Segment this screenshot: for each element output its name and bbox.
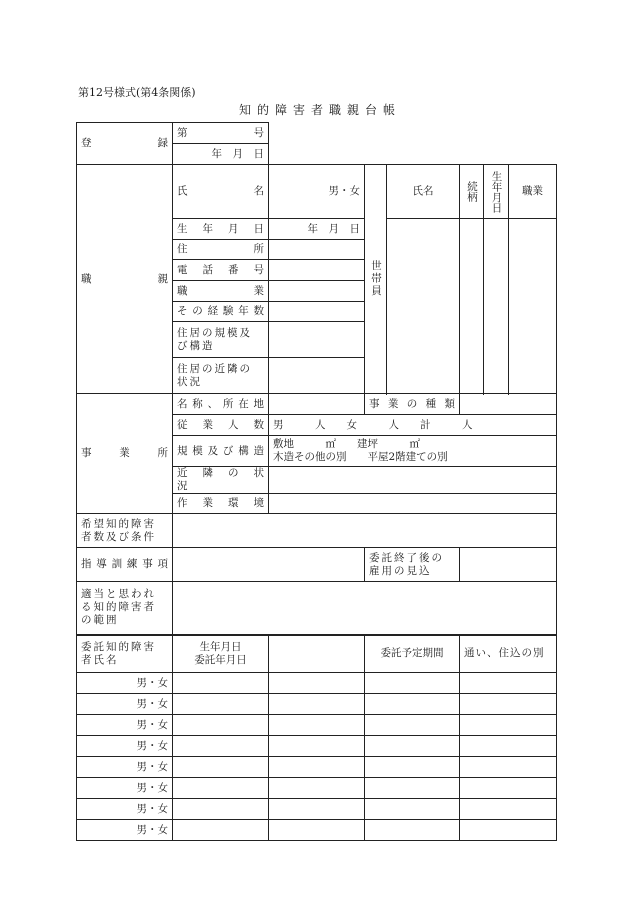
vicinity-label-cell xyxy=(173,467,275,494)
environment-label-cell xyxy=(173,494,269,514)
employment-outlook-label: 委託終了後の雇用の見込 xyxy=(369,551,444,577)
dwelling-label: 住居の規模及び構造 xyxy=(177,326,252,352)
entrusted-commute-field[interactable] xyxy=(460,778,557,799)
table-row xyxy=(77,694,557,715)
shokuoya-label: 職 親 xyxy=(81,272,168,285)
entrusted-extra-field[interactable] xyxy=(269,673,365,694)
entrusted-commute-field[interactable] xyxy=(460,736,557,757)
entrusted-extra-field[interactable] xyxy=(269,820,365,841)
job-field[interactable] xyxy=(269,281,365,302)
entrusted-name-header-cell xyxy=(77,635,173,673)
address-field[interactable] xyxy=(269,240,365,260)
scale-line-2: 木造その他の別 平屋2階建ての別 xyxy=(273,451,448,463)
registration-number-suffix: 号 xyxy=(253,126,264,139)
form-number: 第12号様式(第4条関係) xyxy=(78,86,196,99)
entrusted-sex[interactable]: 男・女 xyxy=(77,820,173,841)
household-births-field[interactable] xyxy=(484,219,509,394)
phone-field[interactable] xyxy=(269,260,365,281)
entrusted-extra-field[interactable] xyxy=(269,757,365,778)
business-name-label-cell xyxy=(173,394,269,415)
entrusted-period-field[interactable] xyxy=(365,673,460,694)
address-label: 住 所 xyxy=(177,243,264,255)
entrusted-sex[interactable]: 男・女 xyxy=(77,694,173,715)
registration-date[interactable]: 年 月 日 xyxy=(173,144,269,165)
registration-label: 登 録 xyxy=(81,137,168,149)
table-row xyxy=(77,820,557,841)
entrusted-commute-field[interactable] xyxy=(460,799,557,820)
entrusted-sex[interactable]: 男・女 xyxy=(77,715,173,736)
employees-label-cell xyxy=(173,415,269,436)
household-label: 世帯員 xyxy=(370,260,382,298)
scale-label: 規模及び構造 xyxy=(177,444,264,457)
birth-label: 生 年 月 日 xyxy=(177,222,264,235)
entrusted-commute-field[interactable] xyxy=(460,757,557,778)
entrusted-col-period: 委託予定期間 xyxy=(365,635,460,673)
suitable-field[interactable] xyxy=(173,582,557,635)
guidance-label: 指導訓練事項 xyxy=(81,558,168,570)
desired-label: 希望知的障害者数及び条件 xyxy=(81,517,156,543)
scale-field[interactable] xyxy=(269,436,557,467)
guidance-label-cell xyxy=(77,548,173,582)
desired-label-cell xyxy=(77,514,173,548)
business-name-field[interactable] xyxy=(269,394,365,415)
entrusted-birth-field[interactable] xyxy=(173,715,269,736)
entrusted-period-field[interactable] xyxy=(365,715,460,736)
table-row xyxy=(77,799,557,820)
entrusted-period-field[interactable] xyxy=(365,778,460,799)
business-name-address-label: 名称、所在地 xyxy=(177,397,264,410)
registration-number-prefix: 第 xyxy=(177,126,188,139)
shokuoya-label-cell xyxy=(77,165,173,394)
entrusted-period-field[interactable] xyxy=(365,799,460,820)
entrusted-commute-field[interactable] xyxy=(460,715,557,736)
phone-label: 電 話 番 号 xyxy=(177,263,264,276)
suitable-label: 適当と思われる知的障害者の範囲 xyxy=(81,588,156,627)
name-sex-cell[interactable] xyxy=(269,165,365,219)
entrusted-extra-field[interactable] xyxy=(269,715,365,736)
entrusted-col-birth-2: 委託年月日 xyxy=(194,653,247,666)
entrusted-birth-field[interactable] xyxy=(173,694,269,715)
entrusted-period-field[interactable] xyxy=(365,820,460,841)
scale-line-1: 敷地 ㎡ 建坪 ㎡ xyxy=(273,438,420,450)
employment-outlook-label-cell xyxy=(365,548,460,582)
environment-label: 作 業 環 境 xyxy=(177,497,264,509)
entrusted-period-field[interactable] xyxy=(365,694,460,715)
guidance-field[interactable] xyxy=(173,548,365,582)
sex-selector[interactable]: 男・女 xyxy=(328,185,360,197)
table-row xyxy=(77,715,557,736)
birth-label-cell xyxy=(173,219,269,240)
registration-number-cell[interactable] xyxy=(173,123,269,144)
vicinity-field[interactable] xyxy=(269,467,557,494)
registry-form-table xyxy=(76,122,557,841)
household-col-name: 氏名 xyxy=(387,165,460,219)
household-label-cell xyxy=(365,165,387,394)
household-col-birth: 生年月日 xyxy=(490,170,503,213)
table-row xyxy=(77,736,557,757)
entrusted-commute-header-cell xyxy=(460,635,557,673)
blank-area xyxy=(269,123,557,165)
environment-field[interactable] xyxy=(269,494,557,514)
entrusted-period-field[interactable] xyxy=(365,736,460,757)
household-names-field[interactable] xyxy=(387,219,460,394)
address-label-cell xyxy=(173,240,269,260)
entrusted-sex[interactable]: 男・女 xyxy=(77,799,173,820)
phone-label-cell xyxy=(173,260,269,281)
employees-label: 従 業 人 数 xyxy=(177,418,264,431)
dwelling-field[interactable] xyxy=(269,322,365,358)
entrusted-extra-field[interactable] xyxy=(269,694,365,715)
entrusted-extra-field[interactable] xyxy=(269,799,365,820)
entrusted-sex[interactable]: 男・女 xyxy=(77,757,173,778)
entrusted-col-commute: 通い、住込の別 xyxy=(464,647,545,660)
entrusted-extra-field[interactable] xyxy=(269,778,365,799)
employment-outlook-field[interactable] xyxy=(460,548,557,582)
entrusted-birth-field[interactable] xyxy=(173,778,269,799)
household-col-job: 職業 xyxy=(509,165,557,219)
entrusted-col-birth-1: 生年月日 xyxy=(199,640,242,653)
vicinity-label: 近 隣 の 状 況 xyxy=(177,467,275,492)
business-type-label: 事業の種類 xyxy=(369,397,455,410)
business-type-field[interactable] xyxy=(460,394,557,415)
entrusted-commute-field[interactable] xyxy=(460,694,557,715)
name-label-cell xyxy=(173,165,269,219)
neighborhood-label: 住居の近隣の状況 xyxy=(177,362,252,388)
entrusted-commute-field[interactable] xyxy=(460,673,557,694)
job-label: 職 業 xyxy=(177,284,264,297)
table-row xyxy=(77,757,557,778)
table-row xyxy=(77,673,557,694)
experience-field[interactable] xyxy=(269,302,365,322)
household-col-relation-cell xyxy=(460,165,484,219)
entrusted-birth-field[interactable] xyxy=(173,673,269,694)
job-label-cell xyxy=(173,281,269,302)
household-col-birth-cell xyxy=(484,165,509,219)
entrusted-birth-header-cell xyxy=(173,635,269,673)
household-relations-field[interactable] xyxy=(460,219,484,394)
suitable-label-cell xyxy=(77,582,173,635)
table-row xyxy=(77,778,557,799)
business-type-label-cell xyxy=(365,394,460,415)
name-label: 氏 名 xyxy=(177,185,264,197)
entrusted-sex[interactable]: 男・女 xyxy=(77,778,173,799)
business-label-cell xyxy=(77,394,173,514)
neighborhood-label-cell xyxy=(173,358,269,394)
registration-label-cell xyxy=(77,123,173,165)
birth-value[interactable]: 年 月 日 xyxy=(269,219,365,240)
entrusted-blank-header xyxy=(269,635,365,673)
scale-label-cell xyxy=(173,436,269,467)
dwelling-label-cell xyxy=(173,322,269,358)
desired-field[interactable] xyxy=(173,514,557,548)
experience-label-cell xyxy=(173,302,269,322)
entrusted-birth-field[interactable] xyxy=(173,736,269,757)
page-title: 知的障害者職親台帳 xyxy=(238,103,401,117)
entrusted-sex[interactable]: 男・女 xyxy=(77,673,173,694)
household-col-relation: 続柄 xyxy=(466,181,478,202)
entrusted-sex[interactable]: 男・女 xyxy=(77,736,173,757)
business-label: 事 業 所 xyxy=(81,447,168,459)
experience-label: その経験年数 xyxy=(177,305,264,317)
employees-value[interactable]: 男 人 女 人 計 人 xyxy=(269,415,557,436)
entrusted-period-field[interactable] xyxy=(365,757,460,778)
household-jobs-field[interactable] xyxy=(509,219,557,394)
entrusted-birth-field[interactable] xyxy=(173,799,269,820)
entrusted-birth-field[interactable] xyxy=(173,757,269,778)
entrusted-col-name: 委託知的障害者氏名 xyxy=(81,640,156,666)
entrusted-birth-field[interactable] xyxy=(173,820,269,841)
neighborhood-field[interactable] xyxy=(269,358,365,394)
entrusted-commute-field[interactable] xyxy=(460,820,557,841)
entrusted-extra-field[interactable] xyxy=(269,736,365,757)
